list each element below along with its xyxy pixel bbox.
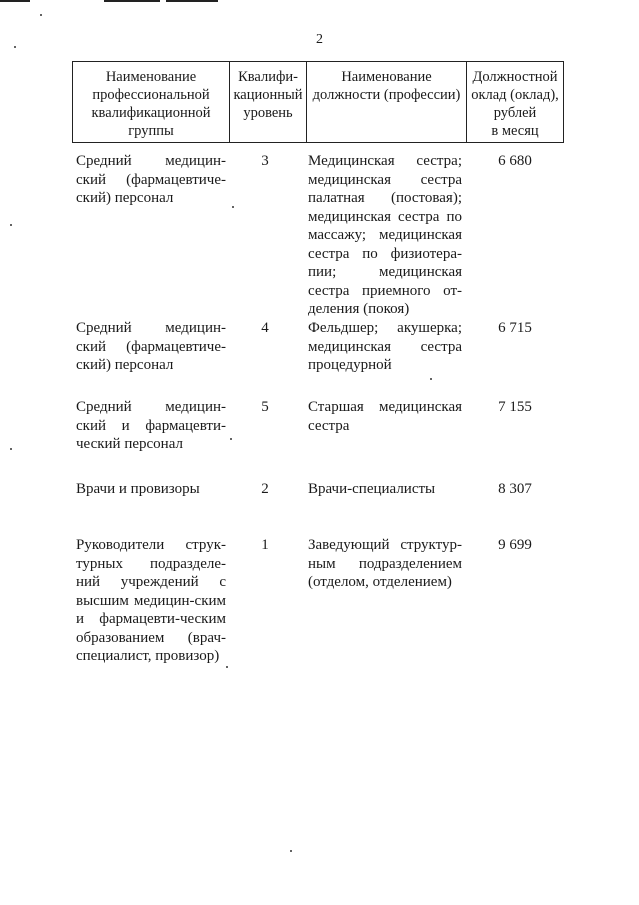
scan-speck (430, 378, 432, 380)
cell-level: 1 (261, 537, 269, 553)
header-group: Наименование профессиональной квалификационной группы (73, 62, 230, 142)
header-position: Наименование должности (профессии) (307, 62, 467, 142)
cell-position: Старшая медицинская сестра (308, 399, 462, 434)
cell-salary: 9 699 (498, 537, 532, 553)
cell-group: Средний медицин-ский (фармацевтиче-ский) персонал (76, 153, 226, 206)
header-salary: Должностной оклад (оклад), рублей в месяц (467, 62, 564, 142)
cell-level: 4 (261, 320, 269, 336)
page-number: 2 (316, 32, 323, 47)
scan-speck (290, 850, 292, 852)
cell-level: 3 (261, 153, 269, 169)
scan-speck (232, 206, 234, 208)
scan-speck (230, 438, 232, 440)
scan-edge-mark (0, 0, 30, 2)
cell-salary: 6 680 (498, 153, 532, 169)
scan-speck (10, 448, 12, 450)
cell-salary: 7 155 (498, 399, 532, 415)
cell-position: Фельдшер; акушерка; медицинская сестра процедурной (308, 320, 462, 373)
cell-group: Средний медицин-ский и фармацевти-ческий персонал (76, 399, 226, 452)
cell-position: Врачи-специалисты (308, 481, 436, 497)
scan-speck (226, 666, 228, 668)
cell-position: Медицинская сестра; медицинская сестра палатная (постовая); медицинская сестра по массажу; медицинская сестра по физиотера-пии; медицинская сестра приемного от-деления (покоя) (308, 153, 462, 317)
cell-group: Руководители струк-турных подразделе-ний учреждений с высшим медицин-ским и фармацевти-ческим образованием (врач-специалист, провизор) (76, 537, 226, 664)
cell-salary: 8 307 (498, 481, 532, 497)
scan-speck (10, 224, 12, 226)
header-level: Квалифи- кационный уровень (230, 62, 307, 142)
scan-speck (40, 14, 42, 16)
scan-edge-mark (166, 0, 218, 2)
cell-group: Средний медицин-ский (фармацевтиче-ский) персонал (76, 320, 226, 373)
cell-salary: 6 715 (498, 320, 532, 336)
cell-group: Врачи и провизоры (76, 481, 200, 497)
cell-level: 5 (261, 399, 269, 415)
table-header (72, 61, 564, 143)
cell-level: 2 (261, 481, 269, 497)
cell-position: Заведующий структур-ным подразделением (отделом, отделением) (308, 537, 462, 590)
scan-edge-mark (104, 0, 160, 2)
